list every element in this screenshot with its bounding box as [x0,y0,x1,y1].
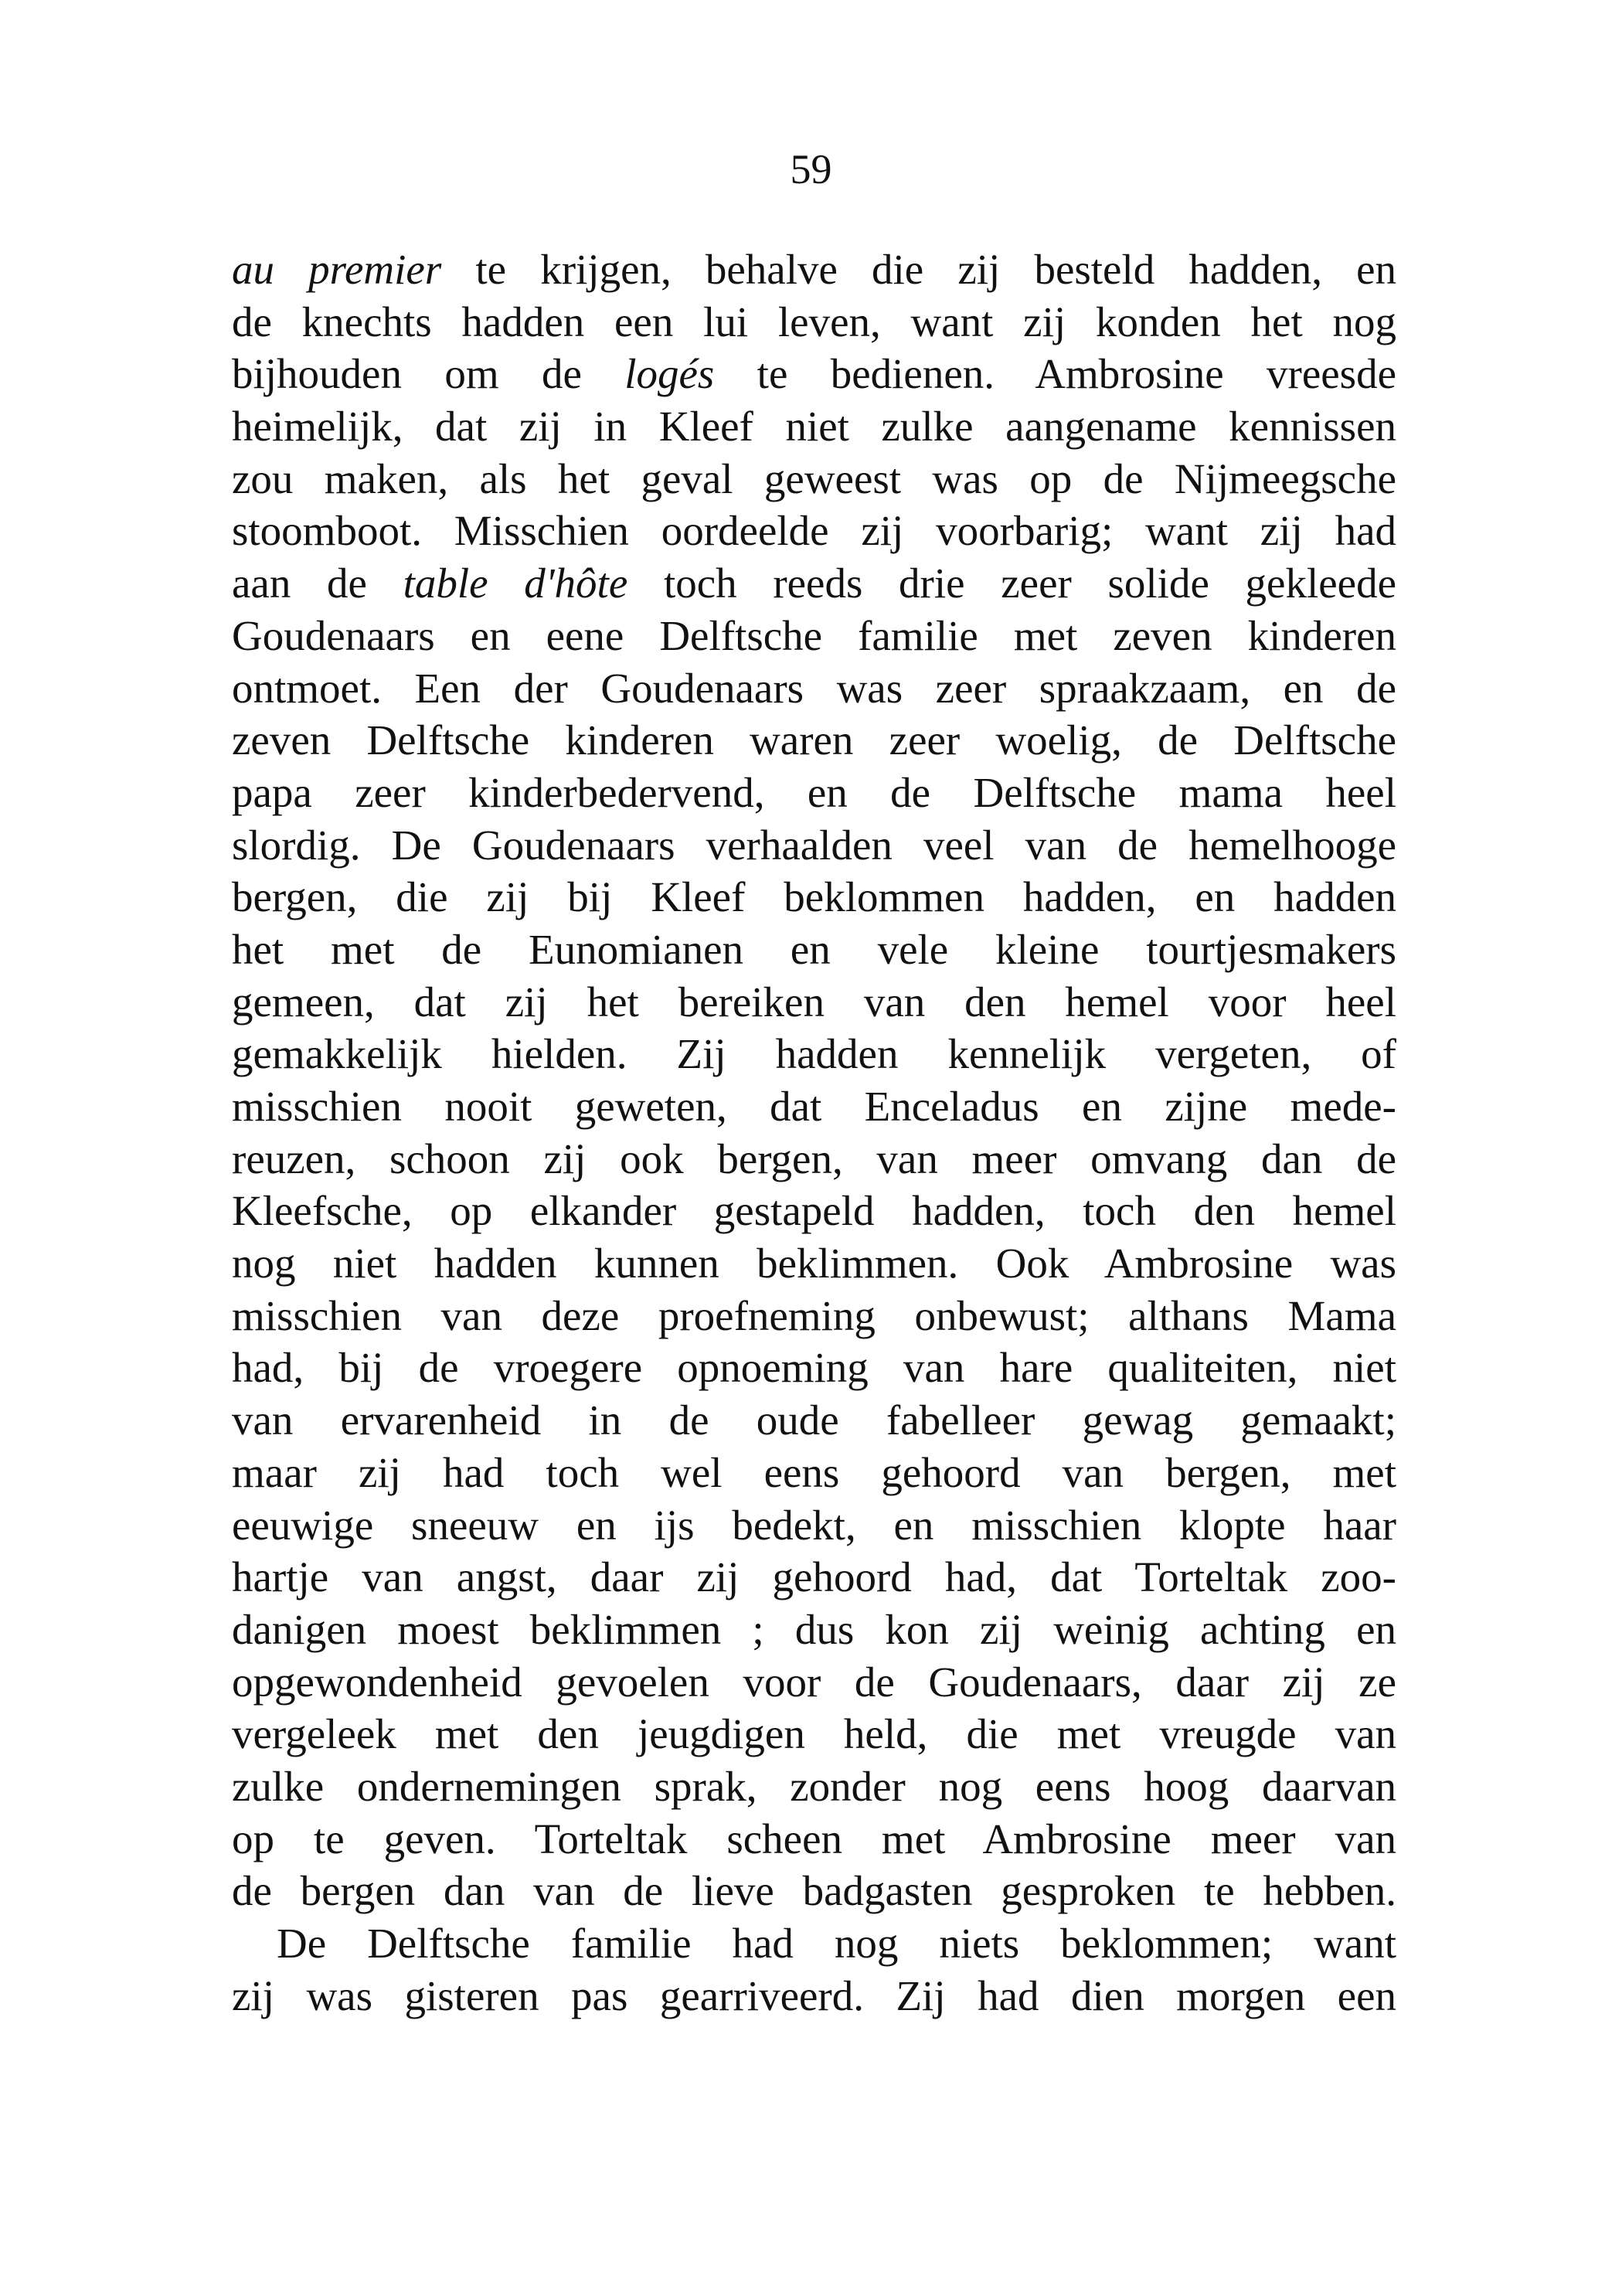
text-segment: de knechts hadden een lui leven, want zij konden het nog [232,298,1396,345]
text-line [232,505,1396,557]
text-segment: te bedienen. Ambrosine vreesde [714,350,1396,398]
text-segment: toch reeds drie zeer solide gekleede [627,560,1396,607]
text-segment: reuzen, schoon zij ook bergen, van meer omvang dan de [232,1134,1396,1182]
text-line [232,1290,1396,1342]
text-line [232,453,1396,505]
text-line [232,1865,1396,1917]
text-segment: zeven Delftsche kinderen waren zeer woelig, de Delftsche [232,716,1396,764]
text-segment: zij was gisteren pas gearriveerd. Zij had dien morgen een [232,1971,1396,2019]
text-segment: de bergen dan van de lieve badgasten gesproken te hebben. [232,1867,1396,1915]
text-segment: gemakkelijk hielden. Zij hadden kennelijk vergeten, of [232,1030,1396,1078]
text-line [232,1499,1396,1552]
body-text [232,243,1396,2022]
text-line [232,1394,1396,1447]
text-line [232,1813,1396,1866]
text-segment: Goudenaars en eene Delftsche familie met zeven kinderen [232,611,1396,659]
text-line [232,1133,1396,1185]
text-segment: te krijgen, behalve die zij besteld hadden, en [441,246,1396,293]
italic-phrase: table d'hôte [403,560,628,607]
text-segment: stoomboot. Misschien oordeelde zij voorbarig; want zij had [232,507,1396,555]
text-segment: misschien nooit geweten, dat Enceladus en zijne mede- [232,1083,1396,1130]
text-line [232,767,1396,819]
text-segment: De Delftsche familie had nog niets beklommen; want [277,1920,1396,1967]
text-line [232,924,1396,976]
text-segment: vergeleek met den jeugdigen held, die met vreugde van [232,1710,1396,1758]
text-line [232,1708,1396,1760]
text-segment: danigen moest beklimmen ; dus kon zij weinig achting en [232,1605,1396,1653]
text-line [232,1656,1396,1709]
text-line [232,1604,1396,1656]
text-segment: zulke ondernemingen sprak, zonder nog eens hoog daarvan [232,1762,1396,1810]
text-segment: papa zeer kinderbedervend, en de Delftsche mama heel [232,768,1396,816]
text-line [232,1342,1396,1394]
text-segment: eeuwige sneeuw en ijs bedekt, en misschien klopte haar [232,1501,1396,1549]
text-line [232,1185,1396,1237]
text-line [232,348,1396,400]
text-line [232,1080,1396,1133]
text-segment: ontmoet. Een der Goudenaars was zeer spraakzaam, en de [232,664,1396,712]
text-line [232,1237,1396,1290]
text-segment: gemeen, dat zij het bereiken van den hemel voor heel [232,978,1396,1026]
text-line [232,1028,1396,1080]
text-line [232,976,1396,1029]
text-line [232,819,1396,872]
text-line [232,1970,1396,2022]
text-line [232,400,1396,453]
text-line [232,1447,1396,1499]
text-segment: zou maken, als het geval geweest was op de Nijmeegsche [232,454,1396,502]
text-line [232,610,1396,662]
italic-phrase: au premier [232,246,442,293]
text-segment: had, bij de vroegere opnoeming van hare qualiteiten, niet [232,1344,1396,1392]
text-segment: het met de Eunomianen en vele kleine tourtjesmakers [232,925,1396,973]
text-segment: op te geven. Torteltak scheen met Ambrosine meer van [232,1815,1396,1862]
text-line [232,243,1396,296]
text-line [232,714,1396,767]
text-segment: bijhouden om de [232,350,625,398]
text-line [232,1760,1396,1813]
text-segment: slordig. De Goudenaars verhaalden veel van de hemelhooge [232,821,1396,869]
text-segment: Kleefsche, op elkander gestapeld hadden, toch den hemel [232,1187,1396,1235]
italic-phrase: logés [624,350,715,398]
text-segment: misschien van deze proefneming onbewust; althans Mama [232,1291,1396,1339]
text-line [232,662,1396,715]
text-segment: maar zij had toch wel eens gehoord van bergen, met [232,1448,1396,1496]
text-segment: nog niet hadden kunnen beklimmen. Ook Ambrosine was [232,1240,1396,1287]
text-segment: heimelijk, dat zij in Kleef niet zulke aangename kennissen [232,403,1396,451]
text-segment: hartje van angst, daar zij gehoord had, dat Torteltak zoo- [232,1553,1396,1601]
text-segment: bergen, die zij bij Kleef beklommen hadden, en hadden [232,873,1396,921]
text-segment: van ervarenheid in de oude fabelleer gewag gemaakt; [232,1396,1396,1444]
text-line [232,557,1396,610]
text-segment: aan de [232,560,403,607]
text-line [232,1917,1396,1970]
text-segment: opgewondenheid gevoelen voor de Goudenaars, daar zij ze [232,1658,1396,1706]
page-number: 59 [790,146,832,192]
text-line [232,296,1396,349]
text-line [232,1551,1396,1604]
text-line [232,871,1396,924]
